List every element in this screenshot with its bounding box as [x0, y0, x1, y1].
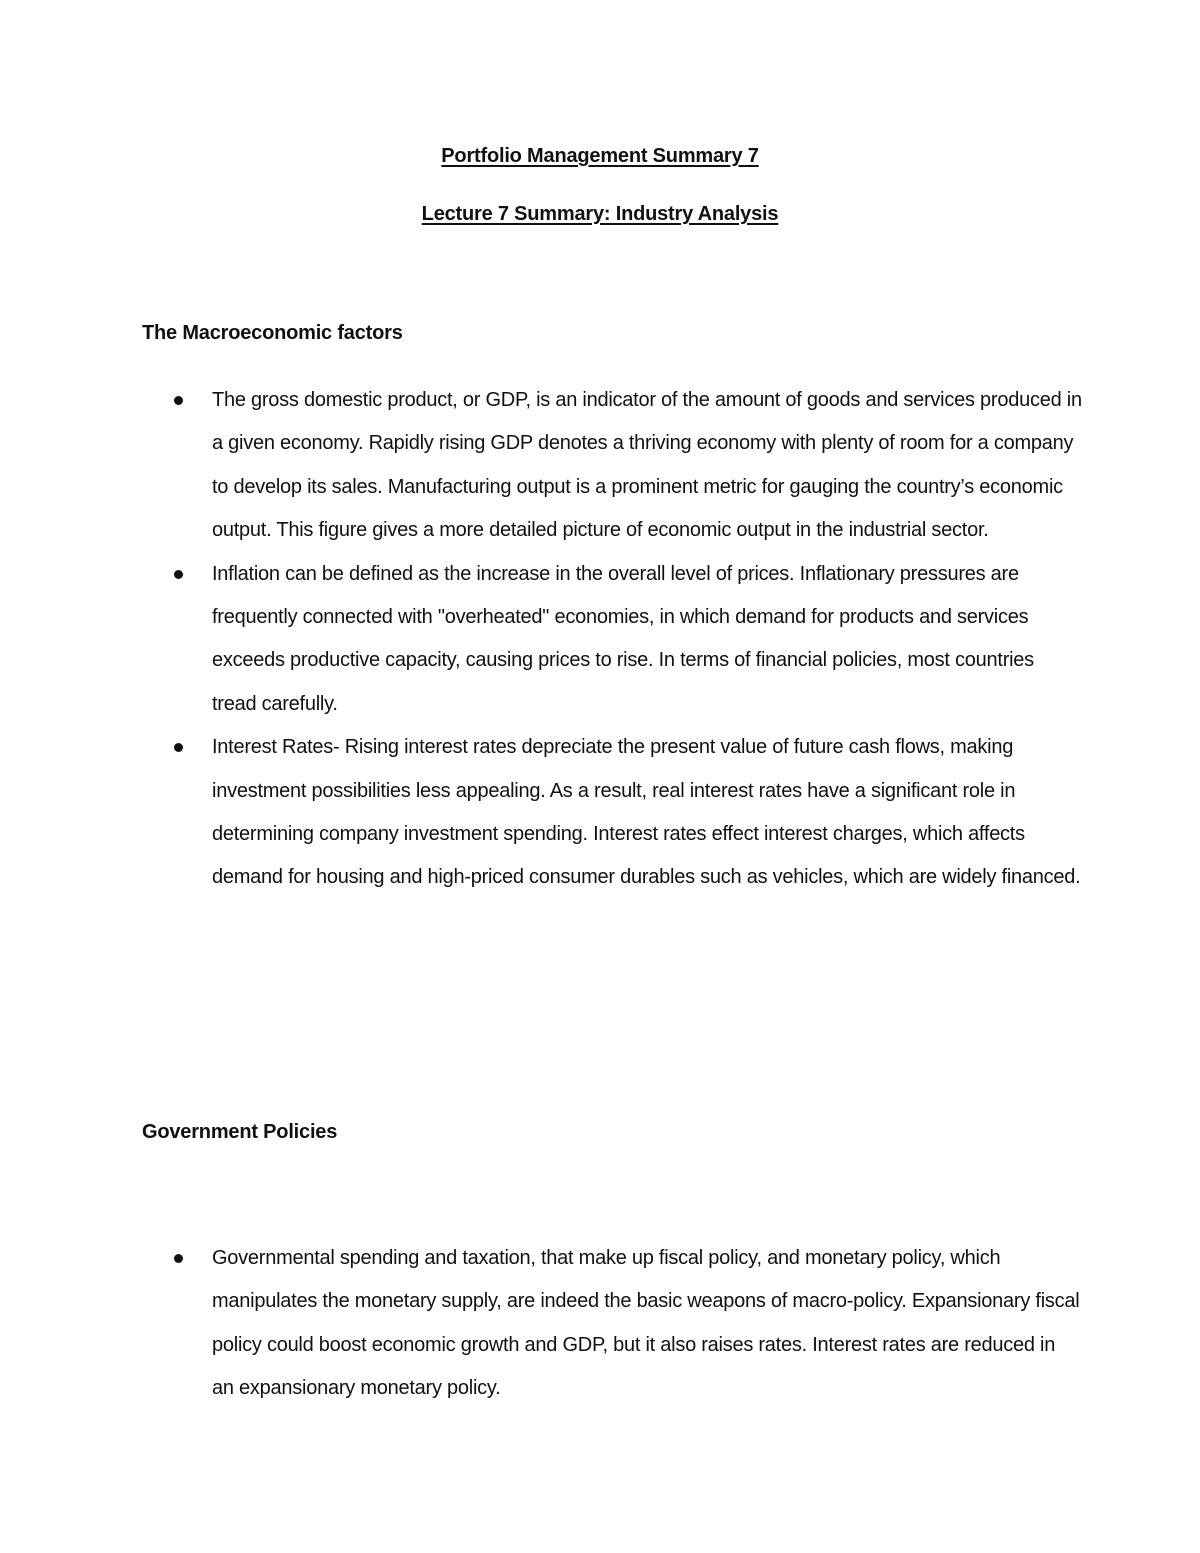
bullet-text: Inflation can be defined as the increase in the overall level of prices. Inflationary pressures are frequently connected with "overheated" economies, in which demand for products and services exceeds productive capacity, causing prices to rise. In terms of financial policies, most countries tread carefully. [212, 562, 1034, 715]
document-subtitle: Lecture 7 Summary: Industry Analysis [421, 203, 779, 225]
bullet-fiscal-monetary-policy [212, 1237, 1082, 1411]
macroeconomic-bullet-list [212, 379, 1082, 900]
bullet-text: The gross domestic product, or GDP, is an indicator of the amount of goods and services produced in a given economy. Rapidly rising GDP denotes a thriving economy with plenty of room for a company to develop its sales. Manufacturing output is a prominent metric for gauging the country’s economic output. This figure gives a more detailed picture of economic output in the industrial sector. [212, 389, 1082, 542]
government-policies-bullet-list [212, 1237, 1082, 1411]
bullet-text: Governmental spending and taxation, that make up fiscal policy, and monetary policy, which manipulates the monetary supply, are indeed the basic weapons of macro-policy. Expansionary fiscal policy could boost economic growth and GDP, but it also raises rates. Interest rates are reduced in an expansionary monetary policy. [212, 1247, 1080, 1400]
bullet-text: Interest Rates- Rising interest rates depreciate the present value of future cash flows, making investment possibilities less appealing. As a result, real interest rates have a significant role in determining company investment spending. Interest rates effect interest charges, which affects demand for housing and high-priced consumer durables such as vehicles, which are widely financed. [212, 736, 1081, 889]
document-title: Portfolio Management Summary 7 [441, 145, 759, 167]
bullet-dot-icon [174, 1254, 183, 1263]
bullet-dot-icon [174, 396, 183, 405]
bullet-dot-icon [174, 743, 183, 752]
bullet-inflation [212, 553, 1082, 727]
bullet-gdp [212, 379, 1082, 553]
section-heading-government-policies: Government Policies [142, 1121, 338, 1143]
section-heading-macroeconomic: The Macroeconomic factors [142, 322, 403, 344]
bullet-interest-rates [212, 726, 1082, 900]
bullet-dot-icon [174, 570, 183, 579]
